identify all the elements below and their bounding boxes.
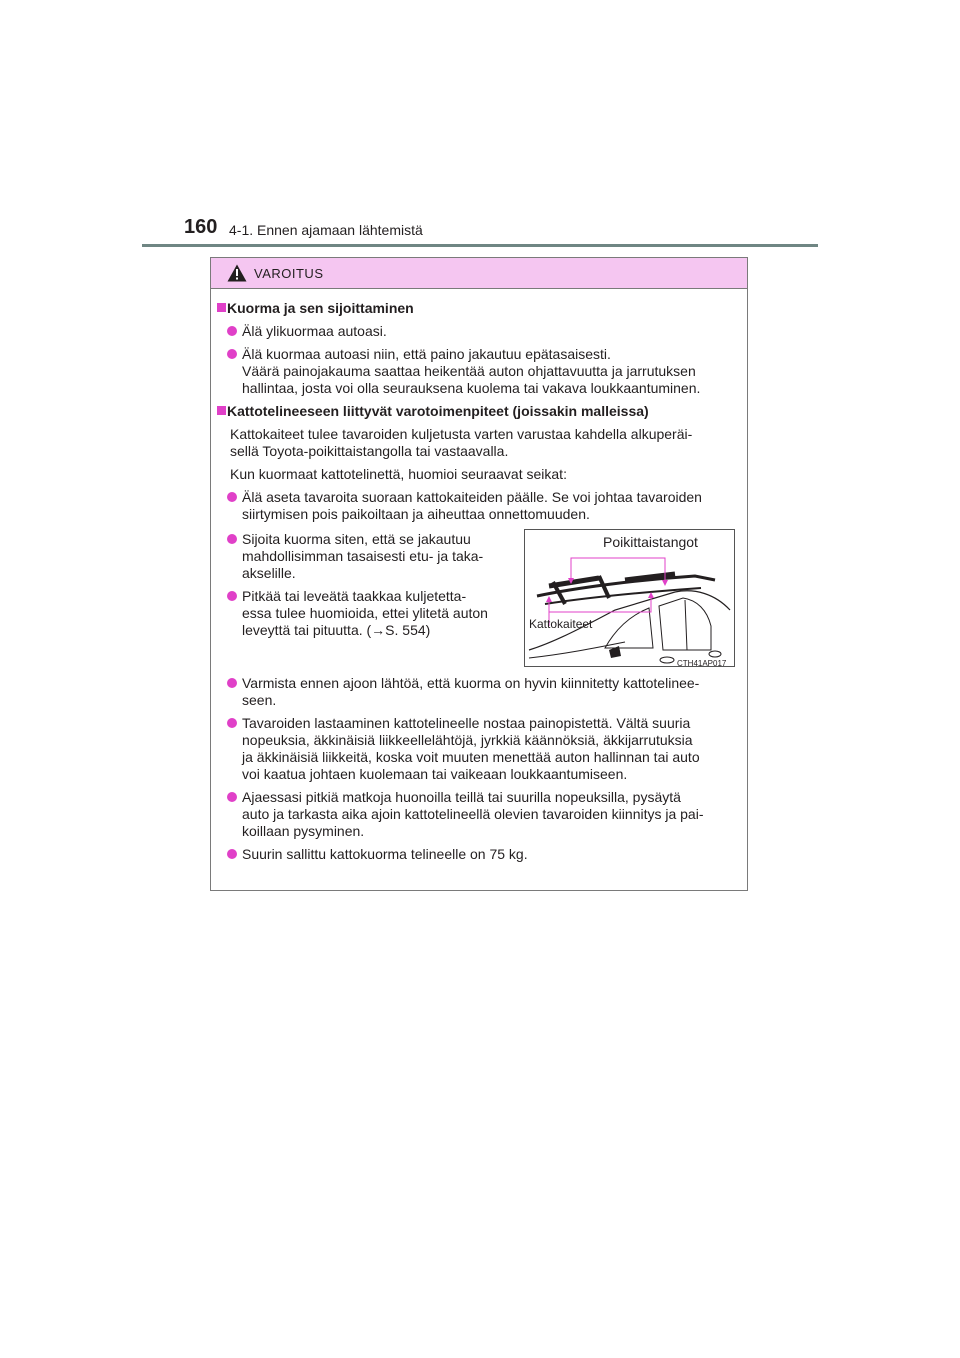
list-item: Pitkää tai leveätä taakkaa kuljetetta- essa tulee huomioida, ettei ylitetä auton leveyttä tai pituutta. (→S. 554) (217, 588, 499, 639)
list-item: Suurin sallittu kattokuorma telineelle on 75 kg. (217, 846, 745, 863)
bullet-icon (227, 591, 237, 601)
bullet-icon (227, 326, 237, 336)
list-item: Tavaroiden lastaaminen kattotelineelle nostaa painopistettä. Vältä suuria nopeuksia, äkkinäisiä liikkeellelähtöjä, jyrkkiä käännöksiä, äkkijarrutuksia ja äkkinäisiä liikkeitä, koska voit muuten menettää auton hallinnan tai auto voi kaatua johtaen kuolemaan tai vaikeaan loukkaantumiseen. (217, 715, 745, 783)
figure-text (217, 531, 499, 645)
section-heading: Kuorma ja sen sijoittaminen (217, 300, 745, 317)
list-item: Älä ylikuormaa autoasi. (217, 323, 745, 340)
warning-triangle-icon (227, 264, 247, 282)
page-number: 160 (184, 216, 218, 238)
warning-header (211, 258, 747, 289)
square-bullet-icon (217, 406, 226, 415)
list-item: Älä kuormaa autoasi niin, että paino jakautuu epätasaisesti. Väärä painojakauma saattaa heikentää auton ohjattavuutta ja jarrutuksen hallintaa, josta voi olla seurauksena kuolema tai vakava loukkaantuminen. (217, 346, 745, 397)
square-bullet-icon (217, 303, 226, 312)
warning-title: VAROITUS (254, 266, 324, 281)
roof-rack-illustration (524, 529, 735, 667)
bullet-icon (227, 678, 237, 688)
list-item: Ajaessasi pitkiä matkoja huonoilla teillä tai suurilla nopeuksilla, pysäytä auto ja tarkasta aika ajoin kattotelineellä olevien tavaroiden kiinnitys ja pai- koillaan pysyminen. (217, 789, 745, 840)
bullet-icon (227, 718, 237, 728)
bullet-icon (227, 849, 237, 859)
paragraph: Kattokaiteet tulee tavaroiden kuljetusta varten varustaa kahdella alkuperäi- sellä Toyota-poikittaistangolla tai vastaavalla. (230, 426, 693, 459)
section-heading: Kattotelineeseen liittyvät varotoimenpiteet (joissakin malleissa) (217, 403, 745, 420)
figure-code: CTH41AP017 (677, 659, 727, 668)
paragraph: Kun kuormaat kattotelinettä, huomioi seuraavat seikat: (230, 466, 567, 482)
bullet-icon (227, 349, 237, 359)
figure-row (217, 529, 745, 669)
list-item: Varmista ennen ajoon lähtöä, että kuorma on hyvin kiinnitetty kattotelinee- seen. (217, 675, 745, 709)
crossbars-label: Poikittaistangot (603, 534, 698, 550)
list-item: Sijoita kuorma siten, että se jakautuu mahdollisimman tasaisesti etu- ja taka- akselille. (217, 531, 499, 582)
header-rule (142, 244, 818, 247)
bullet-icon (227, 534, 237, 544)
warning-box (210, 257, 748, 891)
warning-content (217, 300, 745, 869)
list-item: Älä aseta tavaroita suoraan kattokaiteiden päälle. Se voi johtaa tavaroiden siirtymisen pois paikoiltaan ja aiheuttaa onnettomuuden. (217, 489, 745, 523)
section-title: 4-1. Ennen ajamaan lähtemistä (229, 222, 423, 238)
rails-label: Kattokaiteet (529, 617, 593, 631)
bullet-icon (227, 492, 237, 502)
bullet-icon (227, 792, 237, 802)
